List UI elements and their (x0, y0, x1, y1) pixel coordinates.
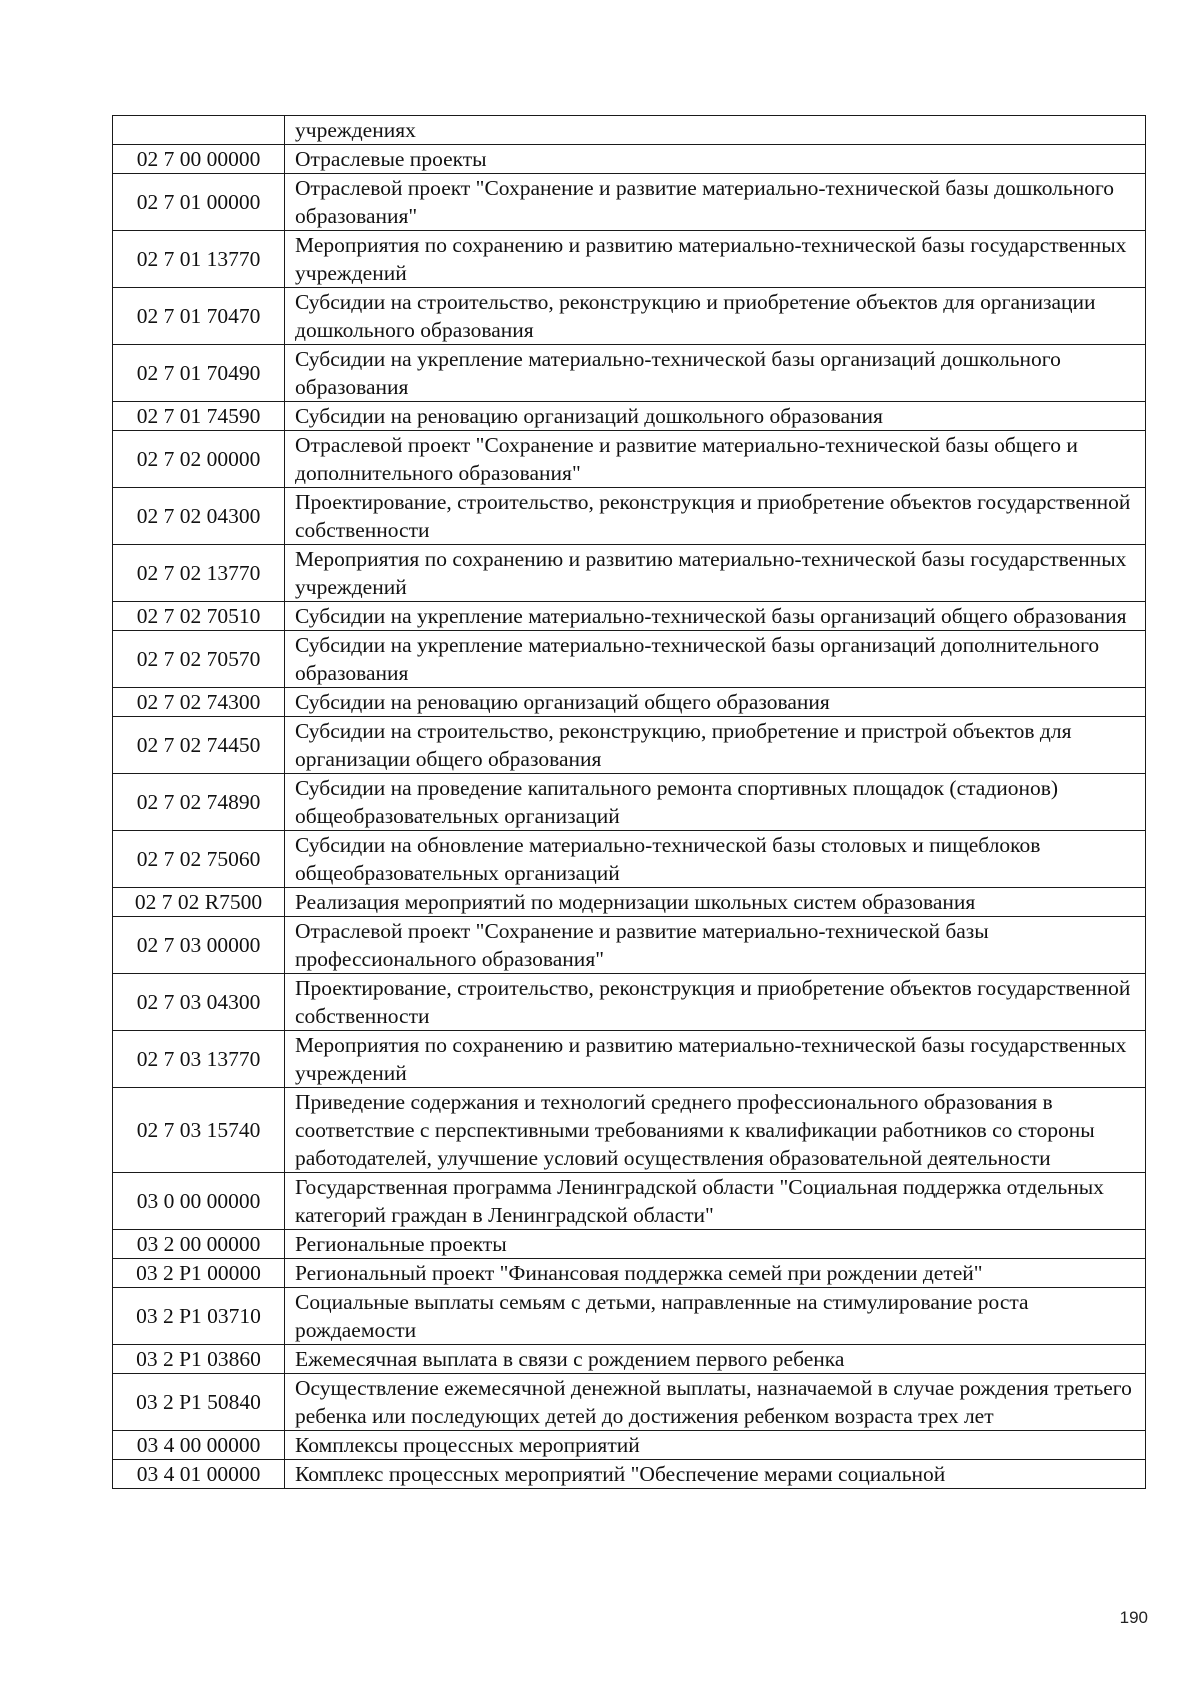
row-code-cell: 02 7 02 70570 (113, 631, 285, 688)
row-name-cell: Реализация мероприятий по модернизации школьных систем образования (285, 888, 1146, 917)
table-row (113, 1431, 1146, 1460)
row-name-cell: Субсидии на обновление материально-технической базы столовых и пищеблоков общеобразовательных организаций (285, 831, 1146, 888)
table-row (113, 631, 1146, 688)
row-code-cell: 02 7 01 74590 (113, 402, 285, 431)
row-code-cell: 02 7 02 04300 (113, 488, 285, 545)
table-row (113, 1031, 1146, 1088)
row-code-cell: 02 7 02 00000 (113, 431, 285, 488)
table-row (113, 116, 1146, 145)
row-name-cell: Отраслевые проекты (285, 145, 1146, 174)
row-code-cell: 03 2 P1 03710 (113, 1288, 285, 1345)
row-name-cell: Социальные выплаты семьям с детьми, направленные на стимулирование роста рождаемости (285, 1288, 1146, 1345)
row-code-cell: 02 7 03 13770 (113, 1031, 285, 1088)
table-row (113, 1374, 1146, 1431)
row-name-cell: Субсидии на укрепление материально-технической базы организаций дошкольного образования (285, 345, 1146, 402)
row-name-cell: Субсидии на строительство, реконструкцию и приобретение объектов для организации дошкольного образования (285, 288, 1146, 345)
table-row (113, 345, 1146, 402)
row-name-cell: Отраслевой проект "Сохранение и развитие материально-технической базы общего и дополнительного образования" (285, 431, 1146, 488)
table-row (113, 1230, 1146, 1259)
row-name-cell: Комплекс процессных мероприятий "Обеспечение мерами социальной (285, 1460, 1146, 1489)
row-name-cell: Отраслевой проект "Сохранение и развитие материально-технической базы дошкольного образования" (285, 174, 1146, 231)
row-name-cell: Региональный проект "Финансовая поддержка семей при рождении детей" (285, 1259, 1146, 1288)
table-row (113, 974, 1146, 1031)
row-code-cell: 02 7 03 00000 (113, 917, 285, 974)
table-row (113, 431, 1146, 488)
row-code-cell: 03 0 00 00000 (113, 1173, 285, 1230)
table-row (113, 888, 1146, 917)
row-name-cell: Комплексы процессных мероприятий (285, 1431, 1146, 1460)
row-name-cell: Отраслевой проект "Сохранение и развитие материально-технической базы профессионального образования" (285, 917, 1146, 974)
row-code-cell: 02 7 02 70510 (113, 602, 285, 631)
table-row (113, 688, 1146, 717)
row-code-cell: 02 7 01 70490 (113, 345, 285, 402)
budget-codes-table (112, 115, 1146, 1489)
table-row (113, 717, 1146, 774)
row-code-cell: 02 7 02 74890 (113, 774, 285, 831)
row-code-cell: 02 7 00 00000 (113, 145, 285, 174)
row-name-cell: Субсидии на строительство, реконструкцию, приобретение и пристрой объектов для организации общего образования (285, 717, 1146, 774)
row-code-cell: 02 7 02 74450 (113, 717, 285, 774)
row-name-cell: Проектирование, строительство, реконструкция и приобретение объектов государственной собственности (285, 974, 1146, 1031)
table-row (113, 831, 1146, 888)
row-code-cell: 02 7 02 R7500 (113, 888, 285, 917)
row-code-cell: 02 7 01 70470 (113, 288, 285, 345)
row-name-cell: Мероприятия по сохранению и развитию материально-технической базы государственных учреждений (285, 231, 1146, 288)
row-code-cell: 03 4 01 00000 (113, 1460, 285, 1489)
table-row (113, 1345, 1146, 1374)
row-name-cell: Осуществление ежемесячной денежной выплаты, назначаемой в случае рождения третьего ребенка или последующих детей до достижения ребенком возраста трех лет (285, 1374, 1146, 1431)
row-name-cell: Субсидии на укрепление материально-технической базы организаций общего образования (285, 602, 1146, 631)
row-code-cell: 03 2 00 00000 (113, 1230, 285, 1259)
row-name-cell: Мероприятия по сохранению и развитию материально-технической базы государственных учреждений (285, 545, 1146, 602)
row-code-cell: 03 2 P1 50840 (113, 1374, 285, 1431)
row-name-cell: Субсидии на укрепление материально-технической базы организаций дополнительного образования (285, 631, 1146, 688)
row-code-cell: 02 7 01 13770 (113, 231, 285, 288)
table-row (113, 917, 1146, 974)
table-row (113, 1173, 1146, 1230)
row-name-cell: Субсидии на реновацию организаций дошкольного образования (285, 402, 1146, 431)
page-number: 190 (1119, 1608, 1148, 1627)
row-code-cell: 02 7 02 13770 (113, 545, 285, 602)
table-row (113, 602, 1146, 631)
table-row (113, 545, 1146, 602)
row-code-cell: 03 2 P1 03860 (113, 1345, 285, 1374)
table-row (113, 774, 1146, 831)
table-row (113, 1259, 1146, 1288)
table-row (113, 402, 1146, 431)
table-row (113, 1088, 1146, 1173)
row-name-cell: Государственная программа Ленинградской области "Социальная поддержка отдельных категорий граждан в Ленинградской области" (285, 1173, 1146, 1230)
table-row (113, 174, 1146, 231)
row-name-cell: Приведение содержания и технологий среднего профессионального образования в соответствие с перспективными требованиями к квалификации работников со стороны работодателей, улучшение условий осуществления образовательной деятельности (285, 1088, 1146, 1173)
row-code-cell: 02 7 03 15740 (113, 1088, 285, 1173)
row-code-cell: 02 7 02 74300 (113, 688, 285, 717)
table-row (113, 1288, 1146, 1345)
row-code-cell: 02 7 02 75060 (113, 831, 285, 888)
row-name-cell: Субсидии на реновацию организаций общего образования (285, 688, 1146, 717)
table-row (113, 488, 1146, 545)
row-code-cell: 02 7 03 04300 (113, 974, 285, 1031)
row-name-cell: Региональные проекты (285, 1230, 1146, 1259)
row-name-cell: Субсидии на проведение капитального ремонта спортивных площадок (стадионов) общеобразовательных организаций (285, 774, 1146, 831)
row-name-cell: Проектирование, строительство, реконструкция и приобретение объектов государственной собственности (285, 488, 1146, 545)
row-code-cell (113, 116, 285, 145)
row-code-cell: 02 7 01 00000 (113, 174, 285, 231)
table-row (113, 288, 1146, 345)
table-row (113, 145, 1146, 174)
table-body (113, 116, 1146, 1489)
table-row (113, 231, 1146, 288)
table-row (113, 1460, 1146, 1489)
row-code-cell: 03 4 00 00000 (113, 1431, 285, 1460)
row-name-cell: учреждениях (285, 116, 1146, 145)
row-code-cell: 03 2 P1 00000 (113, 1259, 285, 1288)
row-name-cell: Ежемесячная выплата в связи с рождением первого ребенка (285, 1345, 1146, 1374)
row-name-cell: Мероприятия по сохранению и развитию материально-технической базы государственных учреждений (285, 1031, 1146, 1088)
